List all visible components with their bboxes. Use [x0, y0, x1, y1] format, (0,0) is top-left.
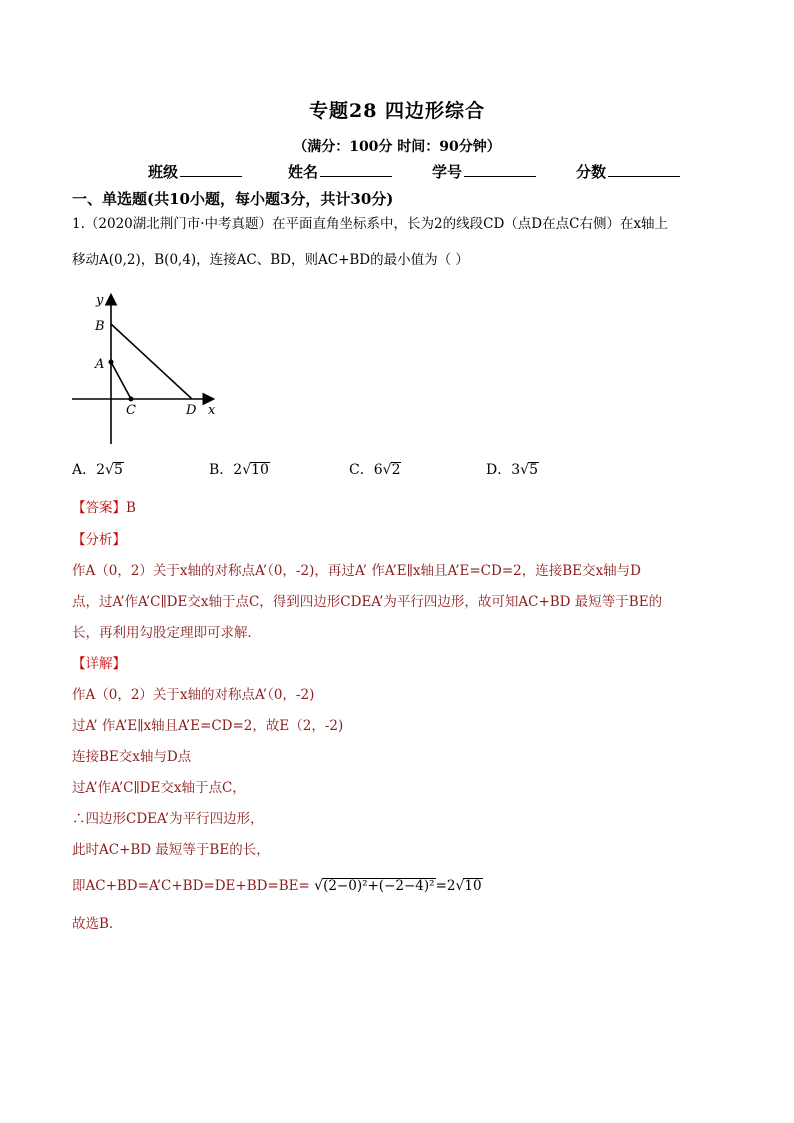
page-title: 专题28 四边形综合	[308, 100, 486, 122]
formula-math	[314, 878, 482, 894]
choice-a[interactable]	[72, 459, 124, 479]
label-b: B	[95, 319, 105, 334]
field-id-label: 学号	[432, 163, 463, 181]
answer-tag: 【答案】	[72, 500, 126, 516]
detail-line-1: 作A（0，2）关于x轴的对称点A’（0，-2)	[72, 687, 315, 703]
segment-ac	[111, 362, 131, 399]
formula-result-radicand: 10	[464, 878, 482, 894]
field-class	[148, 161, 242, 182]
exam-meta: （满分：100分 时间：90分钟）	[293, 139, 501, 155]
field-name-blank	[320, 162, 392, 177]
choice-c[interactable]	[349, 459, 401, 479]
question-source: （2020湖北荆门市·中考真题）	[84, 216, 273, 232]
choice-c-letter: C．	[349, 462, 374, 478]
point-a	[109, 360, 114, 365]
field-class-blank	[180, 162, 242, 177]
choice-b-letter: B．	[209, 462, 234, 478]
field-name	[288, 161, 392, 182]
detail-formula	[72, 874, 483, 894]
label-c: C	[126, 403, 136, 418]
label-a: A	[95, 357, 105, 372]
radical-icon: √	[242, 462, 252, 478]
detail-conclusion: 故选B．	[72, 916, 123, 932]
formula-result-coef: =2	[435, 878, 456, 894]
choice-c-coef: 6	[373, 462, 383, 478]
analysis-line-2: 点，过A’作A’C∥DE交x轴于点C，得到四边形CDEA’为平行四边形，故可知AC+BD 最短等于BE的	[72, 594, 663, 610]
question-number: 1.	[72, 216, 85, 232]
choice-d-coef: 3	[511, 462, 521, 478]
answer-row	[72, 496, 136, 516]
point-c	[129, 397, 134, 402]
section-title: 一、单选题(共10小题，每小题3分，共计30分)	[72, 190, 394, 208]
radical-icon: √	[455, 878, 465, 894]
label-y: y	[96, 293, 104, 308]
label-x: x	[208, 403, 216, 418]
question-text-2: 移动A(0,2)，B(0,4)，连接AC、BD，则AC+BD的最小值为（ ）	[72, 252, 469, 268]
formula-prefix: 即AC+BD=A’C+BD=DE+BD=BE=	[72, 878, 310, 894]
question-line-1	[72, 214, 668, 234]
field-score	[576, 161, 680, 182]
detail-line-2: 过A’ 作A’E∥x轴且A’E=CD=2，故E（2，-2)	[72, 718, 344, 734]
choice-a-coef: 2	[96, 462, 106, 478]
detail-line-5: ∴四边形CDEA’为平行四边形，	[72, 811, 264, 827]
radical-icon: √	[520, 462, 530, 478]
field-id	[432, 161, 536, 182]
label-d: D	[186, 403, 197, 418]
detail-line-6: 此时AC+BD 最短等于BE的长，	[72, 842, 270, 858]
field-id-blank	[464, 162, 536, 177]
detail-tag: 【详解】	[72, 656, 126, 672]
question-text-1: 在平面直角坐标系中，长为2的线段CD（点D在点C右侧）在x轴上	[272, 216, 669, 232]
detail-line-3: 连接BE交x轴与D点	[72, 749, 192, 765]
detail-line-4: 过A’作A’C∥DE交x轴于点C，	[72, 780, 246, 796]
analysis-tag: 【分析】	[72, 532, 126, 548]
choice-a-letter: A．	[72, 462, 97, 478]
choice-d-radicand: 5	[529, 462, 538, 478]
analysis-line-1: 作A（0，2）关于x轴的对称点A’（0，-2)，再过A’ 作A’E∥x轴且A’E=CD=2，连接BE交x轴与D	[72, 563, 641, 579]
choice-a-radicand: 5	[113, 462, 123, 478]
formula-radicand: (2−0)²+(−2−4)²	[323, 878, 435, 894]
analysis-line-3: 长，再利用勾股定理即可求解．	[72, 625, 261, 641]
radical-icon: √	[382, 462, 392, 478]
field-score-label: 分数	[576, 163, 607, 181]
choice-b-radicand: 10	[251, 462, 269, 478]
choice-b[interactable]	[209, 459, 270, 479]
answer-value: B	[126, 500, 136, 516]
coordinate-figure	[68, 290, 228, 450]
field-score-blank	[608, 162, 680, 177]
field-name-label: 姓名	[288, 163, 319, 181]
segment-bd	[111, 324, 192, 399]
choice-d[interactable]	[486, 459, 539, 479]
radical-icon: √	[105, 462, 114, 478]
choice-c-radicand: 2	[391, 462, 401, 478]
radical-icon: √	[314, 878, 324, 894]
choice-b-coef: 2	[233, 462, 243, 478]
choice-d-letter: D．	[486, 462, 512, 478]
field-class-label: 班级	[148, 163, 179, 181]
